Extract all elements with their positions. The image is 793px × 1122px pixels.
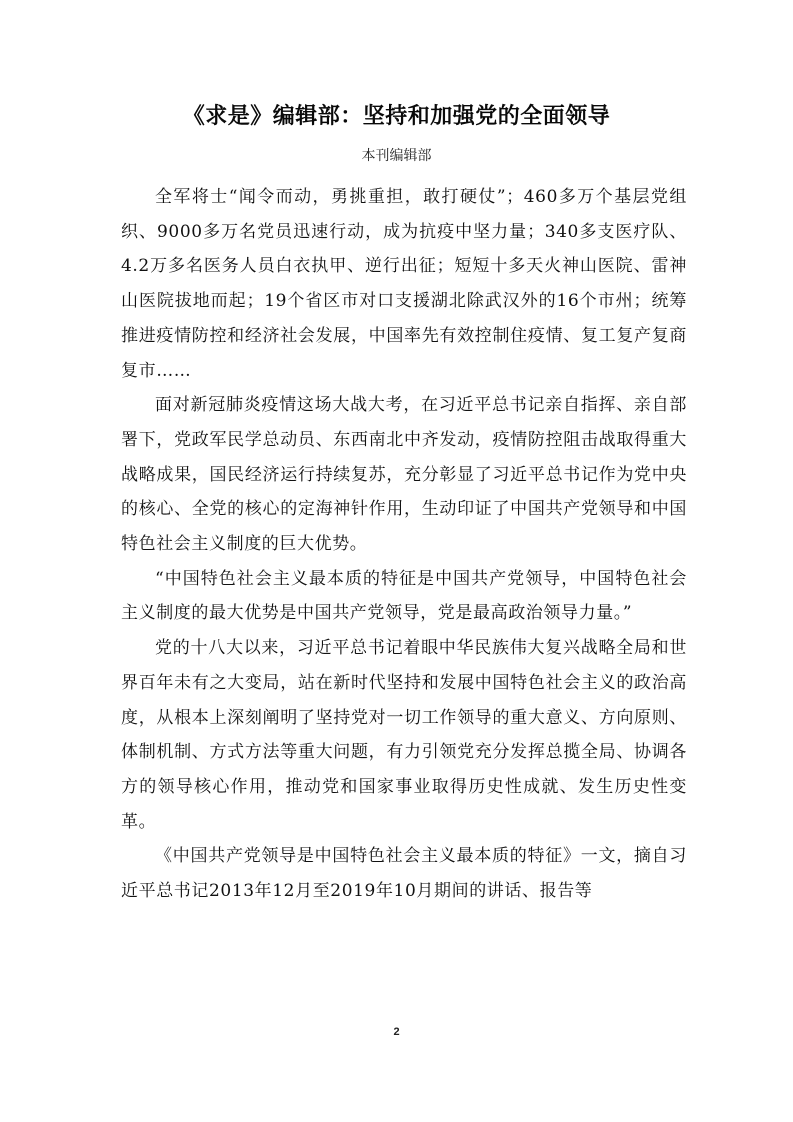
- article-body: [121, 180, 687, 909]
- paragraph: 党的十八大以来，习近平总书记着眼中华民族伟大复兴战略全局和世界百年未有之大变局，站在新时代坚持和发展中国特色社会主义的政治高度，从根本上深刻阐明了坚持党对一切工作领导的重大意义、方向原则、体制机制、方式方法等重大问题，有力引领党充分发挥总揽全局、协调各方的领导核心作用，推动党和国家事业取得历史性成就、发生历史性变革。: [121, 638, 687, 832]
- page-number: 2: [393, 1026, 400, 1038]
- article-title: 《求是》编辑部：坚持和加强党的全面领导: [182, 104, 611, 129]
- paragraph: 面对新冠肺炎疫情这场大战大考，在习近平总书记亲自指挥、亲自部署下，党政军民学总动员、东西南北中齐发动，疫情防控阻击战取得重大战略成果，国民经济运行持续复苏，充分彰显了习近平总书记作为党中央的核心、全党的核心的定海神针作用，生动印证了中国共产党领导和中国特色社会主义制度的巨大优势。: [121, 395, 687, 555]
- paragraph: “中国特色社会主义最本质的特征是中国共产党领导，中国特色社会主义制度的最大优势是中国共产党领导，党是最高政治领导力量。”: [121, 568, 687, 624]
- paragraph: 《中国共产党领导是中国特色社会主义最本质的特征》一文，摘自习近平总书记2013年12月至2019年10月期间的讲话、报告等: [121, 846, 687, 902]
- article-byline: 本刊编辑部: [361, 148, 432, 164]
- paragraph: 全军将士“闻令而动，勇挑重担，敢打硬仗”；460多万个基层党组织、9000多万名党员迅速行动，成为抗疫中坚力量；340多支医疗队、4.2万多名医务人员白衣执甲、逆行出征；短短十多天火神山医院、雷神山医院拔地而起；19个省区市对口支援湖北除武汉外的16个市州；统筹推进疫情防控和经济社会发展，中国率先有效控制住疫情、复工复产复商复市……: [121, 187, 687, 381]
